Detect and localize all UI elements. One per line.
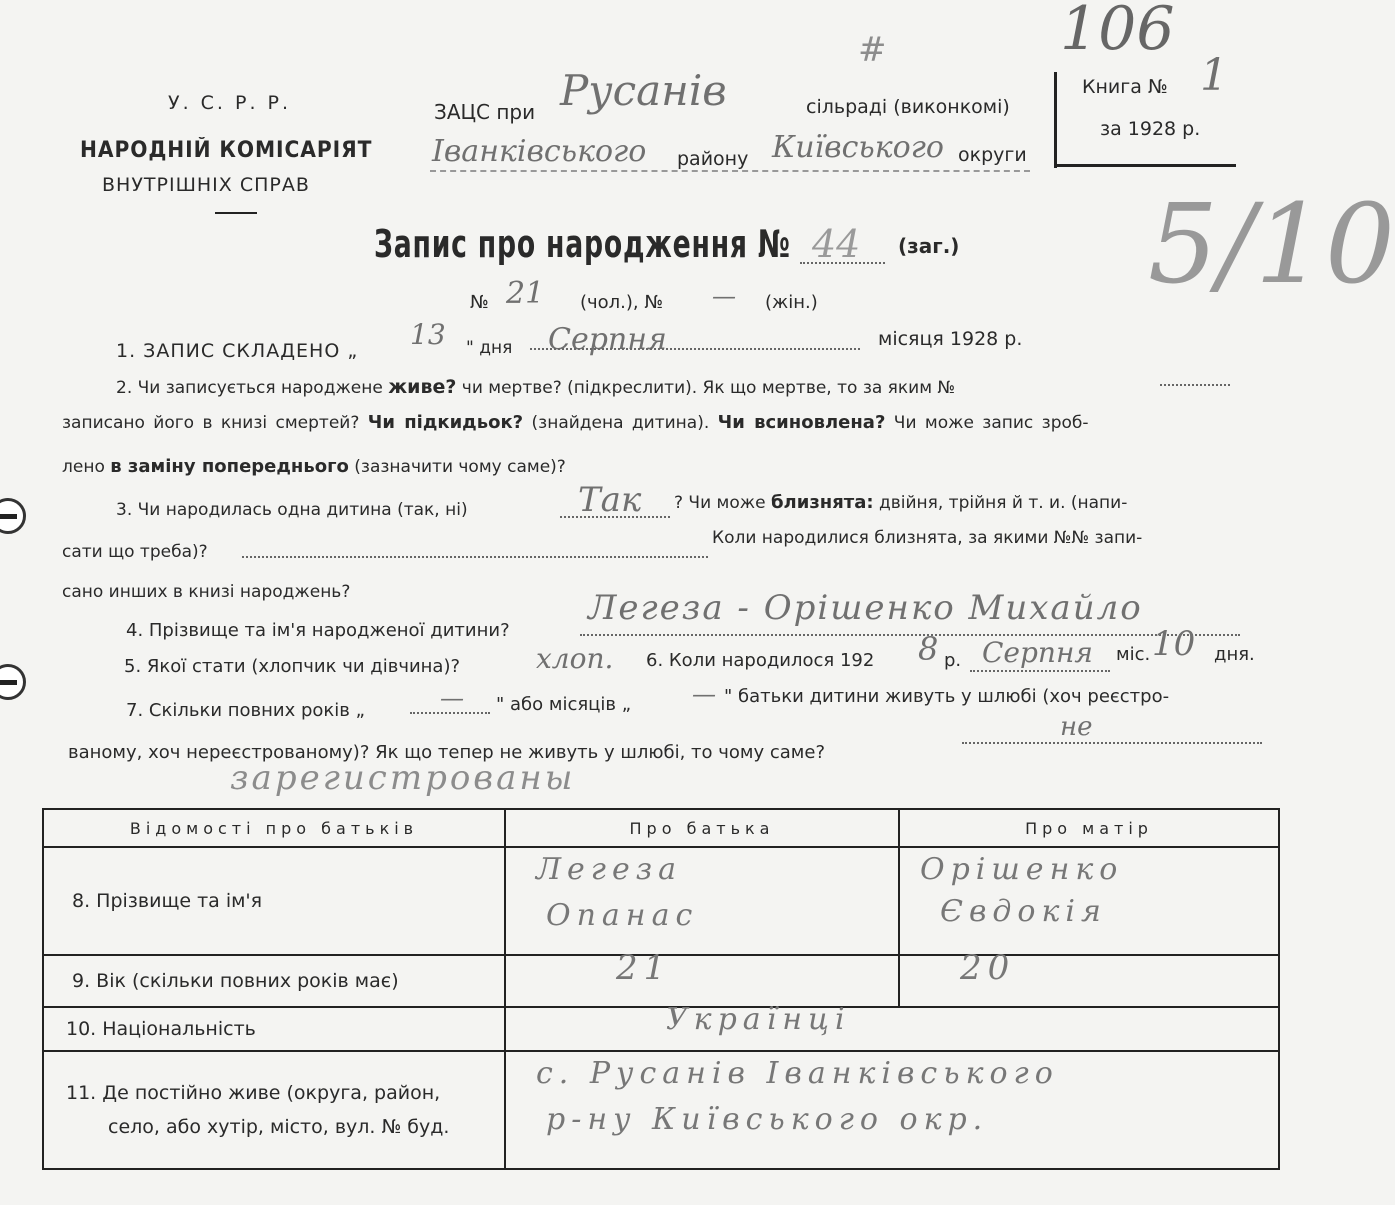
q3-twins: близнята: [770, 492, 874, 513]
q3-line2-dots [242, 556, 708, 558]
republic-label: У. С. Р. Р. [168, 92, 292, 114]
commissariat-label: НАРОДНІЙ КОМІСАРІЯТ [80, 138, 373, 163]
book-box-left [1054, 72, 1057, 168]
q5-answer-handwritten: хлоп. [536, 642, 614, 675]
q7-years-handwritten: — [440, 684, 464, 712]
row-label: 10. Національність [66, 1018, 256, 1040]
header-info: Відомості про батьків [43, 809, 505, 847]
q6-day-label: дня. [1214, 644, 1255, 665]
q7-marriage-label: " батьки дитини живуть у шлюбі (хоч реєстро- [724, 686, 1170, 707]
residence-handwritten-2: р-ну Київського окр. [546, 1102, 989, 1137]
table-row [43, 1051, 1279, 1169]
q2-replace-note: (зазначити чому саме)? [354, 457, 566, 477]
q6-year-handwritten: 8 [918, 630, 939, 668]
q6-dots [970, 670, 1110, 672]
q7-years-dots [410, 712, 490, 714]
book-box-bottom [1054, 164, 1236, 167]
q4-dots [580, 634, 1240, 636]
father-age-cell [505, 948, 899, 1007]
q3-text-2: двійня, трійня й т. и. (напи- [878, 493, 1128, 513]
row-label: 9. Вік (скільки повних років має) [72, 970, 399, 992]
zags-prefix: ЗАЦС при [434, 100, 536, 124]
zags-dots [430, 170, 1030, 172]
no-label: № [470, 292, 489, 313]
father-age-handwritten: 21 [616, 948, 672, 988]
q4-label: 4. Прізвище та ім'я народженої дитини? [126, 620, 510, 641]
q6-label: 6. Коли народилося 192 [646, 650, 875, 671]
q4-answer-handwritten: Легеза - Орішенко Михайло [588, 588, 1143, 628]
title-dots [800, 262, 885, 264]
q1-month-label: місяця 1928 р. [878, 328, 1023, 350]
q3-line2b: Коли народилися близнята, за якими №№ запи- [712, 528, 1143, 548]
q2-replace-question: Чи може запис зроб- [893, 413, 1089, 433]
q1-day-handwritten: 13 [410, 318, 446, 351]
book-year: за 1928 р. [1100, 118, 1201, 140]
header-mother: Про матір [899, 809, 1279, 847]
female-number-handwritten: — [712, 282, 736, 310]
table-row [43, 955, 1279, 1007]
archive-number-handwritten: 106 [1060, 0, 1175, 64]
q7-answer2-handwritten: зарегистрованы [230, 758, 576, 798]
table-header-row [43, 809, 1279, 847]
zags-suffix: сільраді (виконкомі) [806, 96, 1010, 118]
q7-prefix: 7. Скільки повних років „ [126, 700, 365, 721]
zags-place-handwritten: Русанів [560, 66, 727, 115]
q1-day-label: " дня [466, 338, 513, 358]
q7-months-handwritten: — [692, 680, 716, 708]
q3-line3: сано инших в книзі народжень? [62, 582, 351, 602]
q3-prefix: 3. Чи народилась одна дитина (так, ні) [116, 500, 468, 520]
q2-replace-option: в заміну попереднього [110, 456, 349, 477]
mother-surname-handwritten: Орішенко [920, 852, 1124, 887]
male-number-handwritten: 21 [506, 276, 545, 311]
q7-answer-dots [962, 742, 1262, 744]
okruga-handwritten: Київського [772, 130, 944, 165]
q2-text-2: чи мертве? (підкреслити). Як що мертве, то за яким № [461, 378, 956, 398]
book-label: Книга № [1082, 76, 1168, 98]
record-total-label: (заг.) [898, 234, 960, 258]
q2-adopted: Чи всиновлена? [717, 412, 886, 433]
mother-name-handwritten: Євдокія [940, 894, 1107, 929]
q6-month-handwritten: Серпня [982, 636, 1093, 669]
q2-dots [1160, 384, 1230, 386]
department-label: ВНУТРІШНІХ СПРАВ [102, 174, 310, 196]
q3-line1b [674, 492, 1127, 513]
father-name-handwritten: Опанас [546, 898, 699, 933]
q1-prefix: 1. ЗАПИС СКЛАДЕНО „ [116, 340, 359, 362]
q1-dots [530, 348, 860, 350]
q3-answer-handwritten: Так [578, 480, 642, 520]
q7-line2: ваному, хоч нереєстрованому)? Як що тепер не живуть у шлюбі, то чому саме? [68, 742, 826, 763]
q2-text: 2. Чи записується народжене [116, 378, 383, 398]
q2-alive-option: живе? [388, 376, 457, 398]
q2-death-question: записано його в книзі смертей? [62, 413, 360, 433]
q5-label: 5. Якої стати (хлопчик чи дівчина)? [124, 656, 461, 677]
header-father: Про батька [505, 809, 899, 847]
parents-table [42, 808, 1280, 1170]
q7-months-label: " або місяців „ [496, 694, 632, 715]
q2-foundling: Чи підкидьок? [367, 412, 524, 433]
q2-line2 [62, 412, 1089, 433]
q3-dots [560, 516, 670, 518]
q2-foundling-note: (знайдена дитина). [531, 413, 710, 433]
row-label-2: село, або хутір, місто, вул. № буд. [108, 1116, 450, 1138]
mother-age-cell [899, 948, 1279, 1007]
top-mark-handwritten: # [858, 30, 887, 70]
q3-line2a: сати що треба)? [62, 542, 208, 562]
district-label: району [677, 148, 749, 170]
punch-hole [0, 498, 26, 534]
table-row [43, 1007, 1279, 1051]
q7-answer-handwritten: не [1060, 712, 1093, 742]
mother-age-handwritten: 20 [960, 948, 1016, 988]
q2-text-3: лено [62, 457, 105, 477]
record-number-handwritten: 44 [812, 222, 861, 266]
q6-year-label: р. [944, 650, 962, 671]
q1-month-handwritten: Серпня [548, 322, 667, 357]
q2-line3 [62, 456, 566, 477]
book-number-handwritten: 1 [1200, 50, 1228, 101]
punch-hole [0, 664, 26, 700]
mother-name-cell [899, 847, 1279, 955]
q6-day-handwritten: 10 [1152, 624, 1196, 664]
okruga-label: округи [958, 144, 1027, 166]
row-label: 8. Прізвище та ім'я [72, 890, 263, 912]
record-title: Запис про народження № [374, 222, 791, 266]
district-handwritten: Іванківського [432, 134, 647, 169]
nationality-cell [505, 1002, 1279, 1051]
father-name-cell [505, 847, 899, 955]
header-divider [215, 212, 257, 214]
nationality-handwritten: Українці [666, 1002, 851, 1037]
father-surname-handwritten: Легеза [536, 852, 682, 887]
female-label: (жін.) [765, 292, 818, 313]
male-label: (чол.), № [580, 292, 664, 313]
row-label: 11. Де постійно живе (округа, район, [66, 1082, 441, 1104]
q2-line1 [116, 376, 955, 398]
residence-cell [505, 1051, 1279, 1169]
q6-month-label: міс. [1116, 644, 1151, 665]
residence-handwritten: с. Русанів Іванківського [536, 1056, 1059, 1091]
margin-number-handwritten: 5/10 [1148, 180, 1395, 308]
table-row [43, 847, 1279, 955]
q3-text: ? Чи може [674, 493, 766, 513]
